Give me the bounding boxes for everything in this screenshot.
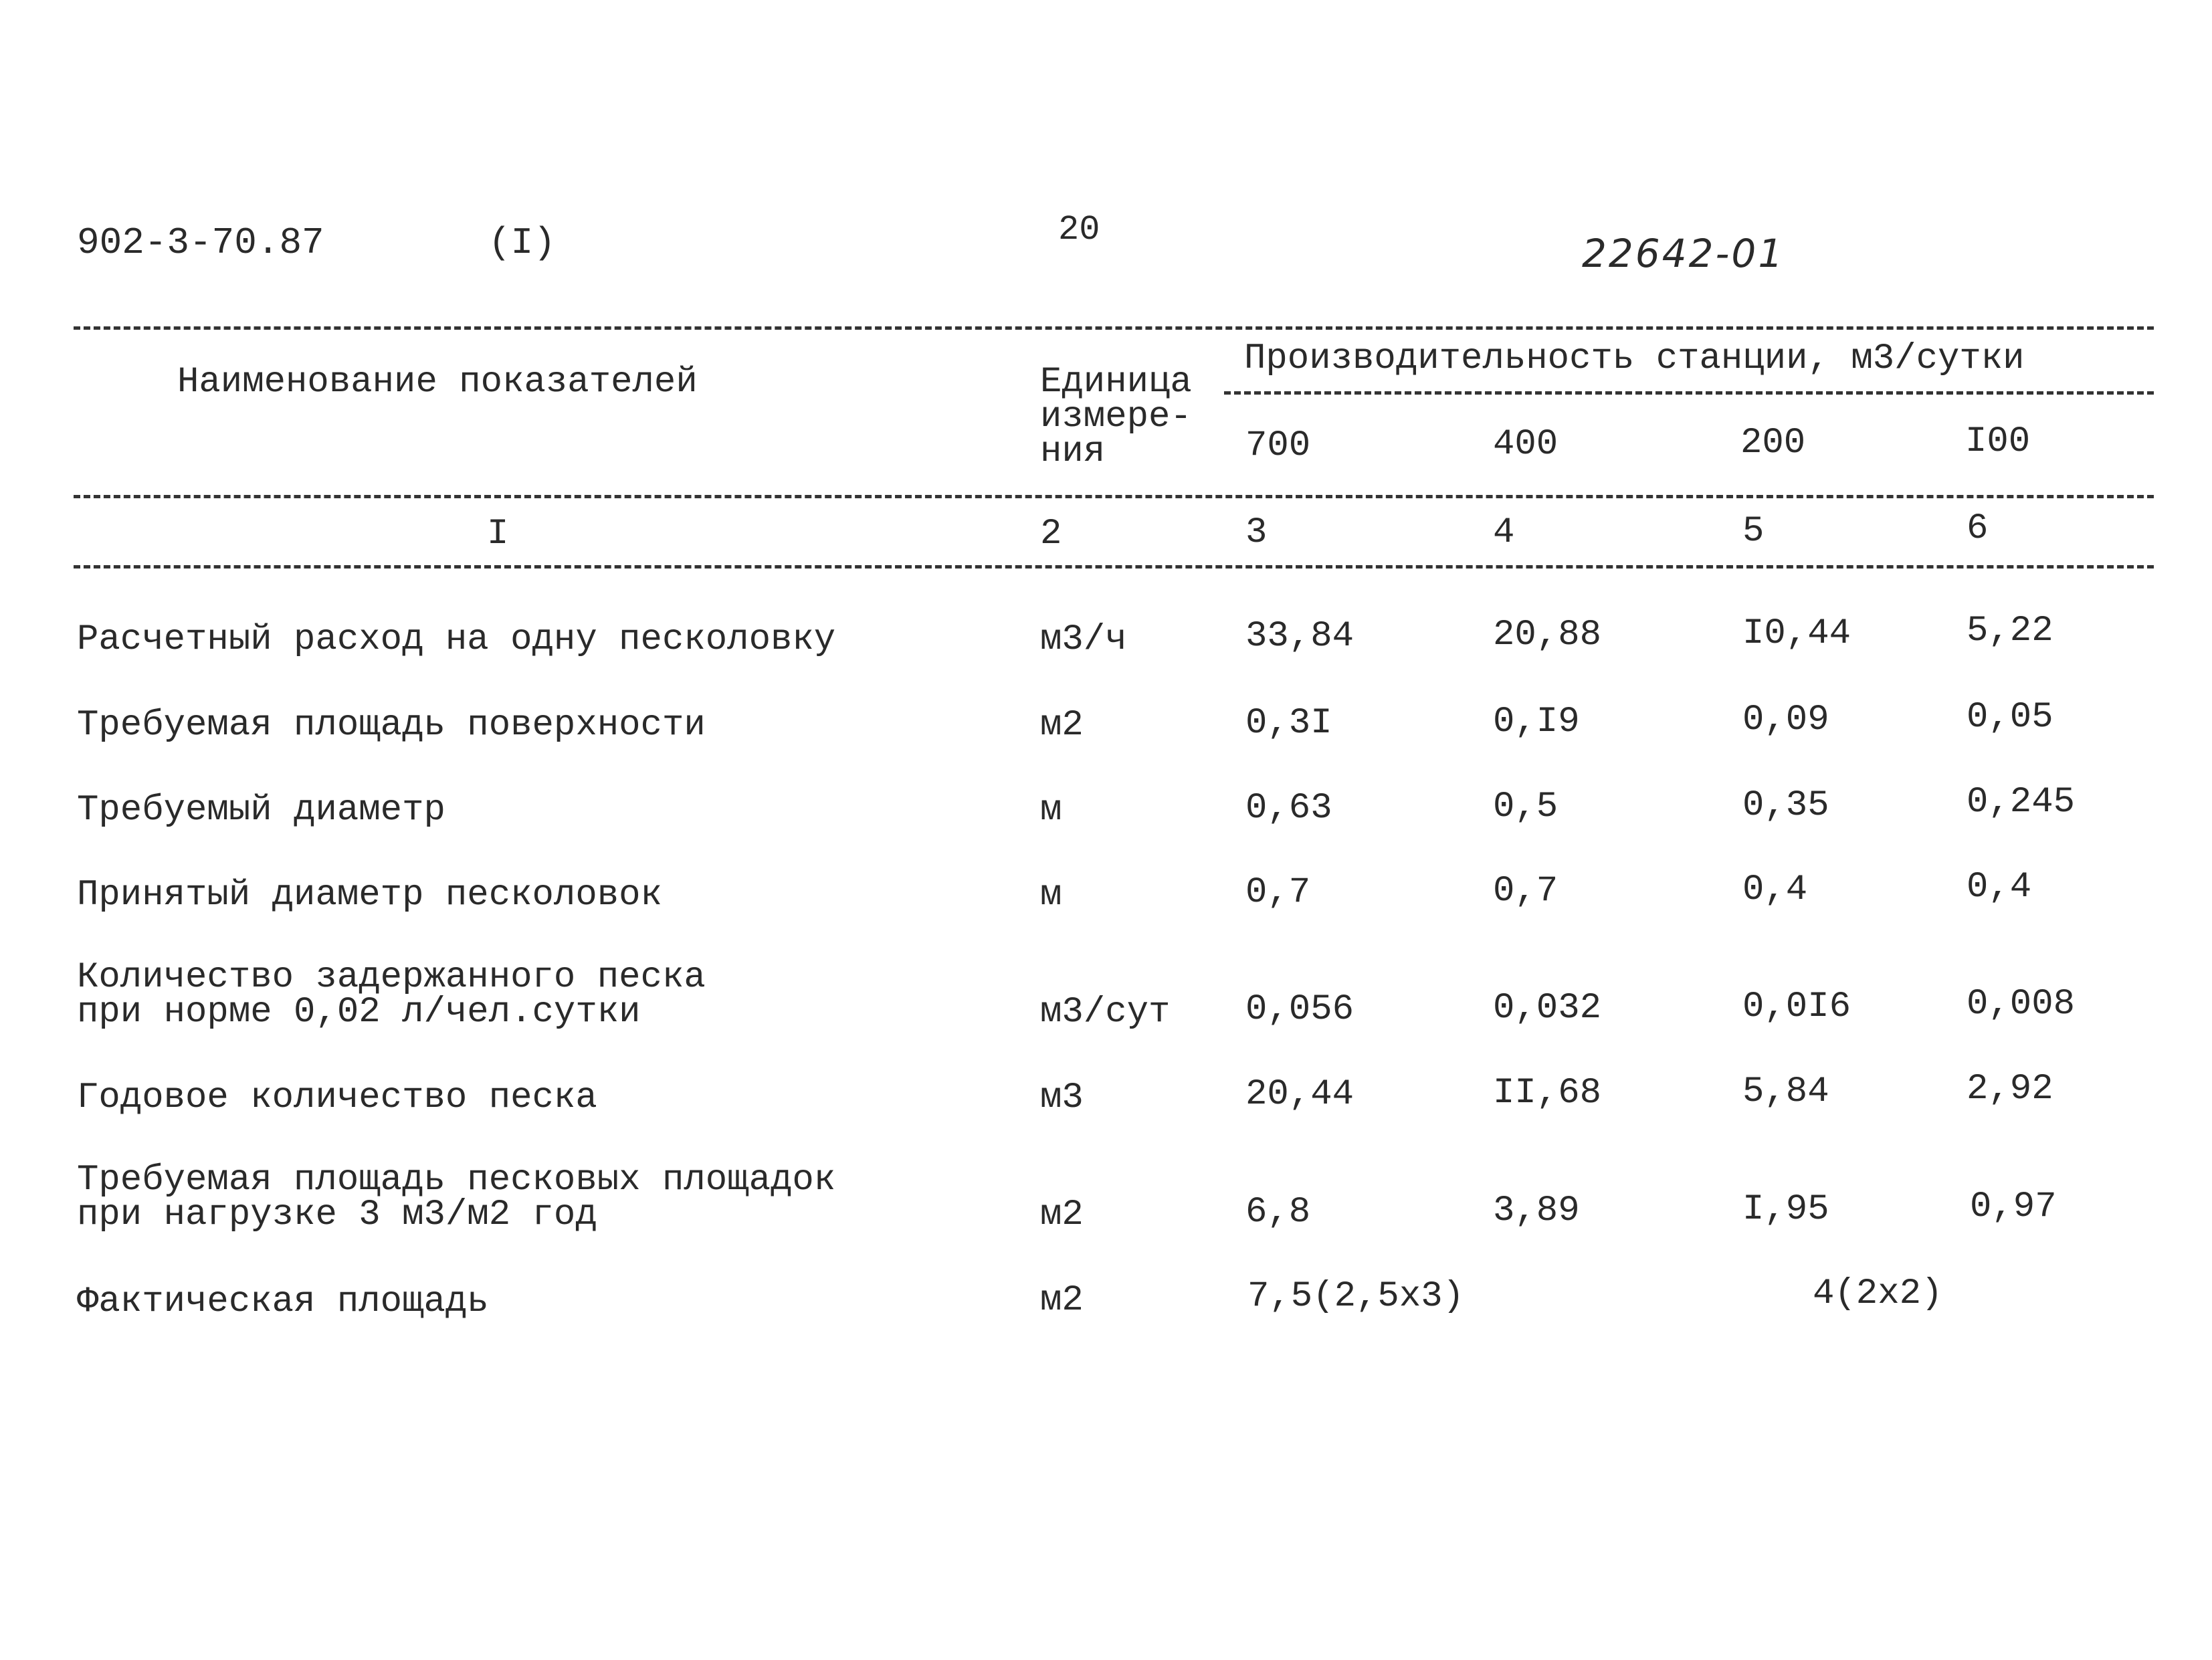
row-value-400: 3,89 bbox=[1493, 1190, 1580, 1231]
row-unit: м2 bbox=[1040, 1195, 1084, 1235]
row-name: Расчетный расход на одну песколовку bbox=[77, 619, 836, 660]
row-name: Годовое количество песка bbox=[77, 1077, 597, 1118]
page-number: 20 bbox=[1058, 210, 1100, 249]
capacity-group-rule bbox=[1224, 391, 2154, 395]
row-value-700: 0,3I bbox=[1245, 703, 1332, 744]
row-value-700: 33,84 bbox=[1245, 616, 1354, 657]
header-unit-line3: ния bbox=[1040, 431, 1106, 472]
row-value-200-100-merged: 4(2x2) bbox=[1813, 1273, 1943, 1314]
row-value-700: 6,8 bbox=[1245, 1192, 1311, 1233]
row-name-line1: Требуемая площадь песковых площадок bbox=[77, 1160, 836, 1201]
row-value-200: 5,84 bbox=[1742, 1071, 1829, 1112]
row-value-700: 0,056 bbox=[1245, 989, 1354, 1030]
inventory-number: 22642-01 bbox=[1582, 231, 1785, 276]
table-top-rule bbox=[74, 326, 2154, 330]
row-unit: м bbox=[1040, 790, 1062, 831]
row-value-700: 0,63 bbox=[1245, 788, 1332, 829]
row-value-400: 0,5 bbox=[1493, 787, 1559, 827]
row-value-700: 20,44 bbox=[1245, 1074, 1354, 1115]
row-unit: м3 bbox=[1040, 1077, 1084, 1118]
row-name: Фактическая площадь bbox=[77, 1281, 489, 1322]
row-value-200: 0,4 bbox=[1742, 869, 1808, 910]
header-capacity-200: 200 bbox=[1740, 423, 1806, 463]
row-value-400: II,68 bbox=[1493, 1073, 1602, 1114]
row-value-100: 2,92 bbox=[1967, 1069, 2053, 1110]
header-capacity-100: I00 bbox=[1965, 421, 2031, 462]
row-value-100: 0,245 bbox=[1967, 782, 2076, 823]
row-unit: м bbox=[1040, 875, 1062, 916]
header-unit-line1: Единица bbox=[1040, 362, 1192, 403]
row-name-line2: при нагрузке 3 м3/м2 год bbox=[77, 1195, 597, 1235]
row-unit: м2 bbox=[1040, 1280, 1084, 1321]
row-name-line2: при норме 0,02 л/чел.сутки bbox=[77, 992, 641, 1033]
row-name: Требуемая площадь поверхности bbox=[77, 705, 706, 746]
row-value-400: 0,7 bbox=[1493, 871, 1559, 912]
row-name: Требуемый диаметр bbox=[77, 790, 445, 831]
header-capacity-group: Производительность станции, м3/сутки bbox=[1244, 338, 2025, 379]
row-value-100: 0,008 bbox=[1967, 984, 2076, 1025]
row-name: Принятый диаметр песколовок bbox=[77, 875, 662, 916]
header-unit-line2: измере- bbox=[1040, 397, 1192, 437]
row-unit: м3/сут bbox=[1040, 992, 1171, 1033]
header-bottom-rule bbox=[74, 495, 2154, 498]
header-capacity-700: 700 bbox=[1245, 425, 1311, 466]
row-value-200: 0,0I6 bbox=[1742, 987, 1851, 1027]
column-number-3: 3 bbox=[1245, 512, 1268, 553]
row-value-200: I,95 bbox=[1742, 1189, 1829, 1230]
row-value-200: 0,09 bbox=[1742, 700, 1829, 740]
row-value-400: 0,I9 bbox=[1493, 702, 1580, 742]
row-unit: м3/ч bbox=[1040, 619, 1127, 660]
row-value-700-400-merged: 7,5(2,5x3) bbox=[1247, 1276, 1465, 1317]
row-name-line1: Количество задержанного песка bbox=[77, 957, 706, 998]
column-number-2: 2 bbox=[1040, 514, 1062, 554]
column-number-5: 5 bbox=[1742, 511, 1765, 552]
row-value-700: 0,7 bbox=[1245, 872, 1311, 913]
row-value-400: 20,88 bbox=[1493, 615, 1602, 655]
row-unit: м2 bbox=[1040, 705, 1084, 746]
row-value-100: 0,97 bbox=[1970, 1186, 2057, 1227]
column-number-1: I bbox=[487, 514, 509, 554]
header-indicator-name: Наименование показателей bbox=[177, 362, 698, 403]
column-numbers-rule bbox=[74, 565, 2154, 568]
column-number-4: 4 bbox=[1493, 512, 1515, 553]
row-value-200: 0,35 bbox=[1742, 785, 1829, 826]
row-value-200: I0,44 bbox=[1742, 613, 1851, 654]
row-value-100: 5,22 bbox=[1967, 611, 2053, 651]
row-value-100: 0,05 bbox=[1967, 697, 2053, 738]
header-capacity-400: 400 bbox=[1493, 424, 1559, 465]
row-value-100: 0,4 bbox=[1967, 867, 2032, 908]
column-number-6: 6 bbox=[1967, 508, 1989, 549]
document-part: (I) bbox=[488, 221, 556, 264]
row-value-400: 0,032 bbox=[1493, 988, 1602, 1029]
document-code: 902-3-70.87 bbox=[77, 221, 324, 264]
